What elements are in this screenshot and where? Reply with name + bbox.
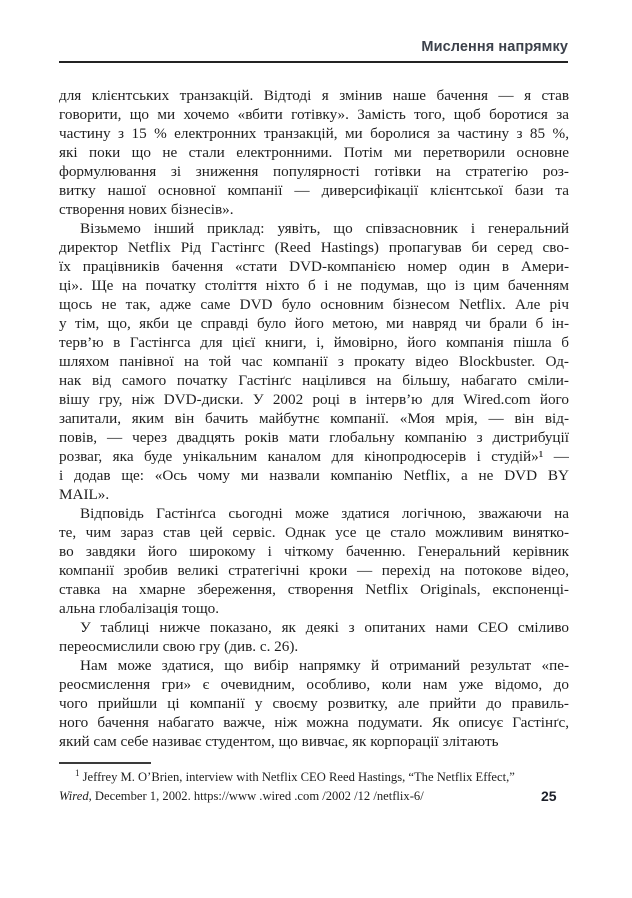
text-line: щось не так, адже саме DVD було основним бізнесом Netflix. Але річ: [59, 296, 569, 313]
footnote: [59, 768, 527, 806]
text-line: у тім, що, якби це справді було його метою, ми навряд чи брали б ін-: [59, 315, 569, 332]
footnote-citation: Jeffrey M. O’Brien, interview with Netflix CEO Reed Hastings, “The Netflix Effect,”: [82, 770, 515, 784]
header-rule: [59, 61, 568, 63]
text-line: вішу гру, ніж DVD-диски. У 2002 році в інтерв’ю для Wired.com його: [59, 391, 569, 408]
text-line: який сам себе називає студентом, що вивчає, як корпорації злітають: [59, 733, 499, 750]
text-line: розваг, яка буде унікальним каналом для кінопродюсерів і студій»¹ —: [59, 448, 569, 465]
footnote-work-title: Wired: [59, 789, 89, 803]
text-line: які поки що не стали електронними. Потім ми перетворили основне: [59, 144, 569, 161]
text-line: альна глобалізація тощо.: [59, 600, 220, 617]
page-number: 25: [541, 788, 557, 804]
text-line: їх працівників бачення «стати DVD-компанією номер один в Амери-: [59, 258, 569, 275]
text-line: Візьмемо інший приклад: уявіть, що співзасновник і генеральний: [80, 220, 569, 237]
text-line: витку нашої основної компанії — диверсифікації клієнтської бази та: [59, 182, 569, 199]
text-line: формулювання зі зниження популярності готівки на стратегію роз-: [59, 163, 569, 180]
footnote-rule: [59, 762, 151, 764]
text-line: чого прийшли ці компанії у своєму розвитку, але прийти до правиль-: [59, 695, 569, 712]
footnote-line-1: [59, 768, 527, 787]
footnote-line-2: [59, 787, 527, 806]
running-head: Мислення напрямку: [421, 39, 568, 55]
text-line: для клієнтських транзакцій. Відтоді я змінив наше бачення — я став: [59, 87, 569, 104]
text-line: переосмислили свою гру (див. с. 26).: [59, 638, 299, 655]
page-body: [59, 86, 569, 751]
text-line: ного бачення набагато важче, ніж можна подумати. Як описує Гастінґс,: [59, 714, 569, 731]
text-line: директор Netflix Рід Гастінгс (Reed Hastings) пропагував би серед сво-: [59, 239, 569, 256]
text-line: говорити, що ми хочемо «вбити готівку». Замість того, щоб боротися за: [59, 106, 569, 123]
text-line: запитали, яким він бачить майбутнє компанії. «Моя мрія, — він від-: [59, 410, 569, 427]
footnote-marker: 1: [75, 767, 80, 778]
text-line: компанії зробив великі стратегічні кроки — перехід на потокове відео,: [59, 562, 569, 579]
text-line: терв’ю в Гастінгса для цієї книги, і, ймовірно, його компанія пішла б: [59, 334, 569, 351]
text-line: ці». Ще на початку століття ніхто б і не подумав, що із цим баченням: [59, 277, 569, 294]
text-line: ставка на хмарне збереження, створення Netflix Originals, експоненці-: [59, 581, 569, 598]
footnote-citation-rest: , December 1, 2002. https://www .wired .com /2002 /12 /netflix-6/: [88, 789, 424, 803]
text-line: Нам може здатися, що вибір напрямку й отриманий результат «пе-: [80, 657, 569, 674]
text-line: шляхом панівної на той час компанії з прокату відео Blockbuster. Од-: [59, 353, 569, 370]
text-line: частину з 15 % електронних транзакцій, ми боролися за частину з 85 %,: [59, 125, 569, 142]
text-line: створення нових бізнесів».: [59, 201, 234, 218]
text-line: во завдяки його широкому і чіткому баченню. Генеральний керівник: [59, 543, 569, 560]
text-line: нак від самого початку Гастінґс націлився на більшу, набагато сміли-: [59, 372, 569, 389]
text-line: і додав ще: «Ось чому ми назвали компанію Netflix, а не DVD BY: [59, 467, 569, 484]
text-line: Відповідь Гастінґса сьогодні може здатися логічною, зважаючи на: [80, 505, 569, 522]
text-line: те, чим зараз став цей сервіс. Однак усе це стало можливим винятко-: [59, 524, 569, 541]
text-line: повів, — через двадцять років мати глобальну компанію з дистрибуції: [59, 429, 569, 446]
text-line: У таблиці нижче показано, як деякі з опитаних нами CEO сміливо: [80, 619, 569, 636]
text-line: MAIL».: [59, 486, 110, 503]
text-line: реосмислення гри» є очевидним, особливо, коли нам уже відомо, до: [59, 676, 569, 693]
